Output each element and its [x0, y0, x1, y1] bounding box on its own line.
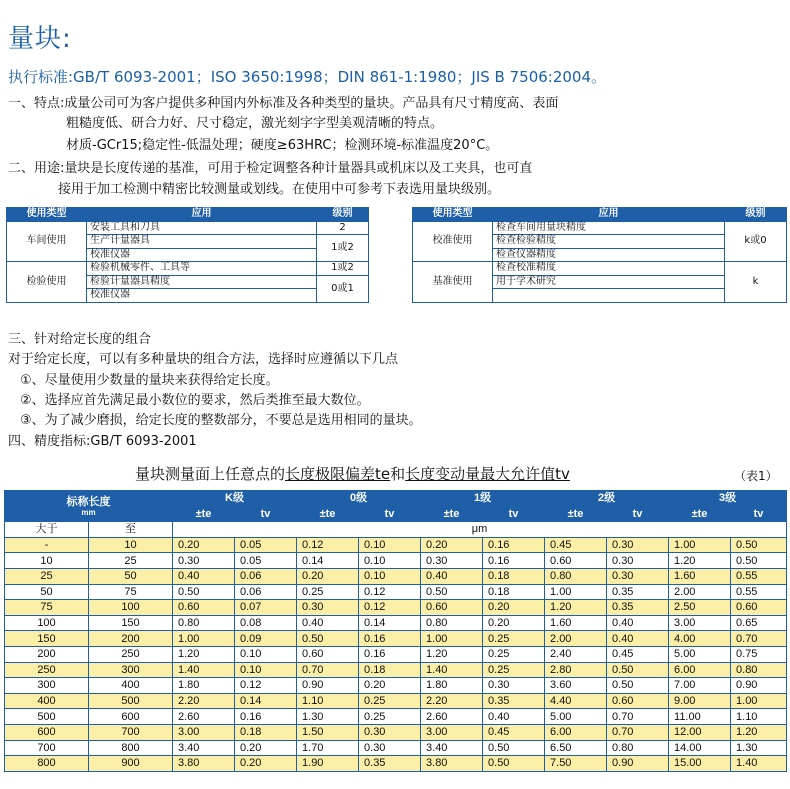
- tv-value: 0.40: [483, 709, 545, 725]
- table-row: [5, 600, 787, 616]
- te-value: 2.00: [669, 584, 731, 600]
- te-value: 0.20: [421, 537, 483, 553]
- tv-value: 0.14: [235, 693, 297, 709]
- tv-value: 0.25: [483, 631, 545, 647]
- range-to: 250: [89, 646, 173, 662]
- te-value: 2.00: [545, 631, 607, 647]
- tv-value: 0.25: [483, 646, 545, 662]
- table-row: [5, 615, 787, 631]
- usage-type: 检验使用: [7, 262, 87, 303]
- usage-app: 检查仪器精度: [493, 248, 725, 262]
- tv-header: tv: [235, 506, 297, 522]
- tv-value: 0.16: [359, 646, 421, 662]
- tv-value: 0.05: [235, 537, 297, 553]
- range-to: 300: [89, 662, 173, 678]
- tv-value: 0.50: [607, 662, 669, 678]
- tv-value: 0.60: [731, 600, 787, 616]
- tv-value: 0.70: [607, 709, 669, 725]
- te-value: 2.60: [421, 709, 483, 725]
- range-from: 600: [5, 724, 89, 740]
- tv-value: 0.08: [235, 615, 297, 631]
- tv-value: 0.65: [731, 615, 787, 631]
- usage-app: 生产计量器具: [87, 235, 317, 249]
- tv-value: 0.35: [359, 756, 421, 772]
- tv-value: 0.25: [359, 693, 421, 709]
- range-from: 250: [5, 662, 89, 678]
- grade-header: K级: [173, 491, 297, 507]
- te-value: 0.30: [173, 553, 235, 569]
- tv-value: 0.45: [607, 646, 669, 662]
- range-to: 10: [89, 537, 173, 553]
- te-header: ±te: [297, 506, 359, 522]
- te-value: 6.50: [545, 740, 607, 756]
- range-to: 600: [89, 709, 173, 725]
- tv-value: 0.18: [483, 584, 545, 600]
- range-from: 400: [5, 693, 89, 709]
- table-row: [5, 724, 787, 740]
- tv-value: 0.30: [483, 678, 545, 694]
- tv-value: 0.12: [359, 600, 421, 616]
- te-value: 0.60: [545, 553, 607, 569]
- te-value: 1.30: [297, 709, 359, 725]
- te-value: 4.40: [545, 693, 607, 709]
- usage-grade: 1或2: [317, 262, 369, 276]
- section3-item2: ②、选择应首先满足最小数位的要求，然后类推至最大数位。: [20, 393, 370, 408]
- range-from: 150: [5, 631, 89, 647]
- grade-header: 2级: [545, 491, 669, 507]
- te-value: 1.60: [545, 615, 607, 631]
- section1-line3: 材质-GCr15;稳定性-低温处理；硬度≥63HRC；检测环境-标准温度20°C。: [66, 138, 499, 153]
- tv-value: 0.05: [235, 553, 297, 569]
- range-from: 10: [5, 553, 89, 569]
- tv-value: 0.12: [235, 678, 297, 694]
- nominal-unit-label: mm: [81, 508, 96, 518]
- te-header: ±te: [173, 506, 235, 522]
- tv-value: 1.00: [731, 693, 787, 709]
- grade-header: 3级: [669, 491, 787, 507]
- tv-value: 0.10: [359, 568, 421, 584]
- te-value: 7.50: [545, 756, 607, 772]
- te-value: 0.40: [297, 615, 359, 631]
- te-value: 1.00: [545, 584, 607, 600]
- tv-value: 0.45: [483, 724, 545, 740]
- tv-value: 0.09: [235, 631, 297, 647]
- tv-value: 0.30: [607, 568, 669, 584]
- section3-line2: 对于给定长度，可以有多种量块的组合方法，选择时应遵循以下几点: [8, 352, 399, 367]
- table-row: [5, 740, 787, 756]
- te-value: 1.20: [545, 600, 607, 616]
- tv-value: 0.50: [483, 756, 545, 772]
- table-row: [5, 646, 787, 662]
- section1-line2: 粗糙度低、研合力好、尺寸稳定，激光刻字字型美观清晰的特点。: [66, 116, 444, 131]
- range-to: 500: [89, 693, 173, 709]
- tv-value: 0.16: [483, 537, 545, 553]
- tv-value: 0.10: [235, 646, 297, 662]
- title-part: 和: [390, 465, 406, 483]
- te-value: 6.00: [545, 724, 607, 740]
- tv-value: 0.55: [731, 584, 787, 600]
- table-row: [5, 537, 787, 553]
- te-value: 11.00: [669, 709, 731, 725]
- tv-value: 0.30: [607, 553, 669, 569]
- tv-value: 0.06: [235, 568, 297, 584]
- tv-value: 0.18: [235, 724, 297, 740]
- table-row: [5, 553, 787, 569]
- te-value: 5.00: [669, 646, 731, 662]
- col-header: 应用: [87, 208, 317, 222]
- te-value: 3.80: [421, 756, 483, 772]
- tv-value: 0.12: [359, 584, 421, 600]
- te-value: 0.45: [545, 537, 607, 553]
- range-to: 700: [89, 724, 173, 740]
- tv-value: 0.30: [359, 740, 421, 756]
- te-value: 3.40: [173, 740, 235, 756]
- tv-value: 1.10: [731, 709, 787, 725]
- te-header: ±te: [421, 506, 483, 522]
- tv-value: 0.06: [235, 584, 297, 600]
- range-from: 200: [5, 646, 89, 662]
- col-header: 使用类型: [413, 208, 493, 222]
- te-value: 0.14: [297, 553, 359, 569]
- tv-value: 0.25: [359, 709, 421, 725]
- range-from: 25: [5, 568, 89, 584]
- range-to: 200: [89, 631, 173, 647]
- te-value: 0.90: [297, 678, 359, 694]
- range-from: 700: [5, 740, 89, 756]
- te-value: 3.80: [173, 756, 235, 772]
- te-value: 14.00: [669, 740, 731, 756]
- section1-line1: 一、特点:成量公司可为客户提供多种国内外标准及各种类型的量块。产品具有尺寸精度高、表面: [8, 96, 559, 111]
- section2-line2: 接用于加工检测中精密比较测量或划线。在使用中可参考下表选用量块级别。: [58, 182, 501, 197]
- section3-line1: 三、针对给定长度的组合: [8, 332, 152, 347]
- standards-line: 执行标准:GB/T 6093-2001；ISO 3650:1998；DIN 861-1:1980；JIS B 7506:2004。: [8, 68, 607, 86]
- te-value: 1.50: [297, 724, 359, 740]
- range-to: 400: [89, 678, 173, 694]
- range-to: 25: [89, 553, 173, 569]
- te-value: 3.00: [173, 724, 235, 740]
- tv-value: 0.70: [607, 724, 669, 740]
- col-gt-header: 大于: [5, 522, 89, 538]
- usage-grade: 2: [317, 221, 369, 235]
- te-value: 0.12: [297, 537, 359, 553]
- table-row: [5, 662, 787, 678]
- title-underlined-te: 长度极限偏差te: [285, 465, 391, 483]
- range-to: 800: [89, 740, 173, 756]
- tv-value: 0.10: [235, 662, 297, 678]
- usage-grade: 1或2: [317, 235, 369, 262]
- grade-header: 0级: [297, 491, 421, 507]
- section4-line: 四、精度指标:GB/T 6093-2001: [8, 434, 197, 449]
- tv-value: 0.25: [483, 662, 545, 678]
- te-value: 1.10: [297, 693, 359, 709]
- tv-value: 0.20: [359, 678, 421, 694]
- tv-value: 0.40: [607, 615, 669, 631]
- tv-header: tv: [359, 506, 421, 522]
- range-from: 300: [5, 678, 89, 694]
- range-from: 800: [5, 756, 89, 772]
- grade-header: 1级: [421, 491, 545, 507]
- te-value: 0.20: [173, 537, 235, 553]
- tv-value: 0.40: [607, 631, 669, 647]
- te-value: 5.00: [545, 709, 607, 725]
- usage-grade: 0或1: [317, 275, 369, 302]
- tv-value: 0.80: [731, 662, 787, 678]
- usage-table-right: [412, 207, 787, 303]
- tv-value: 0.60: [607, 693, 669, 709]
- te-value: 0.25: [297, 584, 359, 600]
- te-value: 2.40: [545, 646, 607, 662]
- usage-app: 检验计量器具精度: [87, 275, 317, 289]
- tv-value: 0.50: [607, 678, 669, 694]
- table-row: [5, 568, 787, 584]
- tv-value: 1.40: [731, 756, 787, 772]
- table-row: [5, 678, 787, 694]
- col-header: 级别: [317, 208, 369, 222]
- te-value: 0.80: [173, 615, 235, 631]
- tv-value: 0.30: [359, 724, 421, 740]
- col-to-header: 至: [89, 522, 173, 538]
- te-value: 0.80: [421, 615, 483, 631]
- range-from: 50: [5, 584, 89, 600]
- tv-value: 0.16: [483, 553, 545, 569]
- col-header: 应用: [493, 208, 725, 222]
- te-value: 1.70: [297, 740, 359, 756]
- te-value: 12.00: [669, 724, 731, 740]
- col-header: 级别: [725, 208, 787, 222]
- te-value: 1.40: [173, 662, 235, 678]
- table-note: （表1）: [734, 469, 778, 483]
- tv-value: 0.07: [235, 600, 297, 616]
- te-value: 1.80: [173, 678, 235, 694]
- usage-app: 检验机械零件、工具等: [87, 262, 317, 276]
- usage-app: 检查车间用量块精度: [493, 221, 725, 235]
- usage-app-empty: [493, 289, 725, 303]
- tv-value: 0.50: [483, 740, 545, 756]
- tv-value: 1.20: [731, 724, 787, 740]
- te-value: 1.80: [421, 678, 483, 694]
- tolerance-table: [4, 490, 787, 772]
- te-value: 6.00: [669, 662, 731, 678]
- tv-value: 0.20: [483, 600, 545, 616]
- range-to: 900: [89, 756, 173, 772]
- tv-value: 0.75: [731, 646, 787, 662]
- te-value: 1.20: [669, 553, 731, 569]
- te-value: 0.30: [297, 600, 359, 616]
- te-value: 4.00: [669, 631, 731, 647]
- table-row: [5, 709, 787, 725]
- tv-value: 0.50: [731, 553, 787, 569]
- nominal-length-header: [5, 491, 173, 522]
- te-value: 7.00: [669, 678, 731, 694]
- table-row: [5, 693, 787, 709]
- te-value: 1.00: [669, 537, 731, 553]
- tv-value: 0.18: [359, 662, 421, 678]
- te-value: 0.40: [421, 568, 483, 584]
- te-value: 1.20: [421, 646, 483, 662]
- te-value: 3.60: [545, 678, 607, 694]
- usage-grade: k或0: [725, 221, 787, 262]
- tv-value: 0.20: [235, 740, 297, 756]
- te-value: 0.50: [297, 631, 359, 647]
- te-value: 1.90: [297, 756, 359, 772]
- tv-value: 0.35: [607, 584, 669, 600]
- range-to: 100: [89, 600, 173, 616]
- tv-value: 0.10: [359, 553, 421, 569]
- title-underlined-tv: 长度变动量最大允许值tv: [405, 465, 570, 483]
- te-value: 0.60: [421, 600, 483, 616]
- te-value: 1.00: [421, 631, 483, 647]
- tv-header: tv: [607, 506, 669, 522]
- table-row: [5, 631, 787, 647]
- te-value: 0.80: [545, 568, 607, 584]
- tv-value: 0.16: [359, 631, 421, 647]
- range-from: 75: [5, 600, 89, 616]
- usage-app: 校准仪器: [87, 289, 317, 303]
- section3-item3: ③、为了减少磨损，给定长度的整数部分，不要总是选用相同的量块。: [20, 413, 422, 428]
- te-header: ±te: [545, 506, 607, 522]
- range-from: 500: [5, 709, 89, 725]
- tv-header: tv: [483, 506, 545, 522]
- range-from: 100: [5, 615, 89, 631]
- te-value: 0.20: [297, 568, 359, 584]
- tv-value: 0.30: [607, 537, 669, 553]
- tv-value: 0.35: [483, 693, 545, 709]
- tv-value: 0.10: [359, 537, 421, 553]
- tv-value: 0.90: [731, 678, 787, 694]
- tv-header: tv: [731, 506, 787, 522]
- usage-type: 基准使用: [413, 262, 493, 303]
- tv-value: 0.90: [607, 756, 669, 772]
- te-value: 1.00: [173, 631, 235, 647]
- te-value: 0.70: [297, 662, 359, 678]
- te-value: 2.20: [421, 693, 483, 709]
- te-value: 3.00: [669, 615, 731, 631]
- te-value: 2.60: [173, 709, 235, 725]
- table-row: [5, 756, 787, 772]
- usage-app: 校准仪器: [87, 248, 317, 262]
- te-value: 0.30: [421, 553, 483, 569]
- usage-table-left: [6, 207, 369, 303]
- range-to: 75: [89, 584, 173, 600]
- tv-value: 0.18: [483, 568, 545, 584]
- tv-value: 0.70: [731, 631, 787, 647]
- usage-app: 用于学术研究: [493, 275, 725, 289]
- tv-value: 1.30: [731, 740, 787, 756]
- nominal-header-label: 标称长度: [66, 496, 111, 509]
- te-value: 0.40: [173, 568, 235, 584]
- te-value: 2.50: [669, 600, 731, 616]
- tv-value: 0.20: [483, 615, 545, 631]
- usage-app: 检查校准精度: [493, 262, 725, 276]
- table-row: [5, 584, 787, 600]
- te-value: 0.50: [173, 584, 235, 600]
- title-part: 量块测量面上任意点的: [135, 465, 286, 483]
- usage-app: 安装工具和刀具: [87, 221, 317, 235]
- usage-type: 车间使用: [7, 221, 87, 262]
- te-value: 2.20: [173, 693, 235, 709]
- tv-value: 0.80: [607, 740, 669, 756]
- te-value: 3.00: [421, 724, 483, 740]
- range-to: 50: [89, 568, 173, 584]
- te-value: 1.60: [669, 568, 731, 584]
- tv-value: 0.20: [235, 756, 297, 772]
- section2-line1: 二、用途:量块是长度传递的基准，可用于检定调整各种计量器具或机床以及工夹具，也可直: [8, 161, 533, 176]
- te-value: 0.60: [173, 600, 235, 616]
- usage-type: 校准使用: [413, 221, 493, 262]
- te-value: 15.00: [669, 756, 731, 772]
- tolerance-table-title: [135, 463, 570, 484]
- te-value: 1.20: [173, 646, 235, 662]
- tv-value: 0.16: [235, 709, 297, 725]
- range-from: -: [5, 537, 89, 553]
- tv-value: 0.14: [359, 615, 421, 631]
- usage-app: 检查检验精度: [493, 235, 725, 249]
- col-header: 使用类型: [7, 208, 87, 222]
- te-value: 1.40: [421, 662, 483, 678]
- range-to: 150: [89, 615, 173, 631]
- te-value: 0.60: [297, 646, 359, 662]
- page-title: 量块:: [8, 24, 72, 54]
- te-value: 3.40: [421, 740, 483, 756]
- tv-value: 0.50: [731, 537, 787, 553]
- tv-value: 0.35: [607, 600, 669, 616]
- te-value: 0.50: [421, 584, 483, 600]
- tv-value: 0.55: [731, 568, 787, 584]
- section3-item1: ①、尽量使用少数量的量块来获得给定长度。: [20, 373, 279, 388]
- te-header: ±te: [669, 506, 731, 522]
- usage-grade: k: [725, 262, 787, 303]
- unit-label: μm: [173, 522, 787, 538]
- te-value: 9.00: [669, 693, 731, 709]
- te-value: 2.80: [545, 662, 607, 678]
